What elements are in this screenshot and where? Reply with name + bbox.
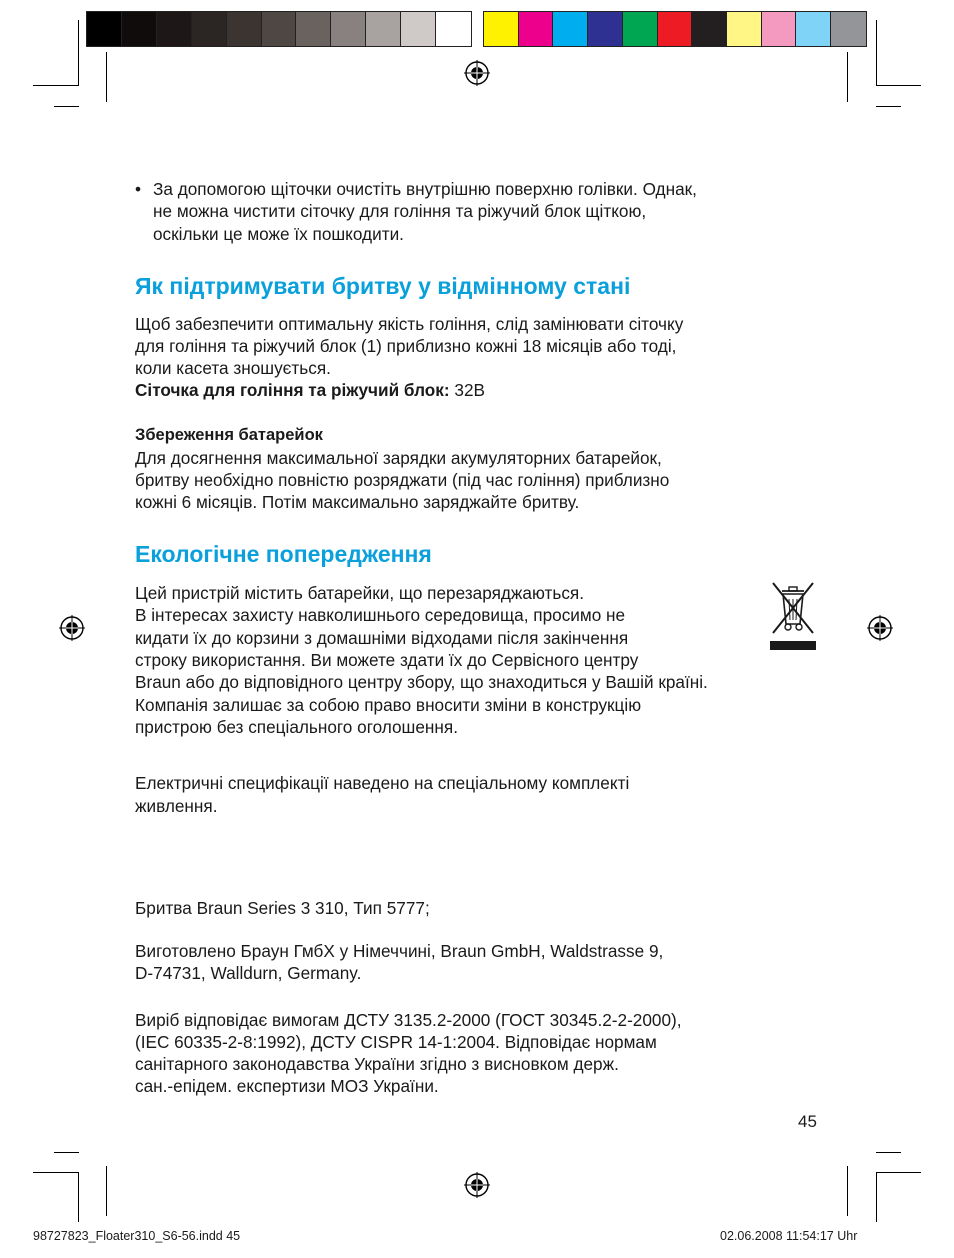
intro-line: За допомогою щіточки очистіть внутрішню поверхню голівки. Однак,	[153, 179, 697, 199]
color-swatch	[623, 12, 658, 46]
color-swatch	[553, 12, 588, 46]
crop-mark	[876, 1172, 877, 1222]
color-swatch	[436, 12, 471, 46]
crop-mark	[33, 85, 78, 86]
crop-mark	[876, 106, 901, 107]
crop-mark	[847, 52, 848, 102]
paragraph-line: строку використання. Ви можете здати їх до Сервісного центру	[135, 650, 639, 670]
crop-mark	[876, 1152, 901, 1153]
color-swatch	[227, 12, 262, 46]
color-swatch	[727, 12, 762, 46]
color-swatch	[87, 12, 122, 46]
crop-mark	[847, 1166, 848, 1216]
color-swatch	[519, 12, 554, 46]
crop-mark	[106, 52, 107, 102]
section-heading: Як підтримувати бритву у відмінному стані	[135, 273, 631, 299]
part-value: 32B	[449, 380, 485, 400]
subheading: Збереження батарейок	[135, 426, 323, 444]
grayscale-color-bar	[86, 11, 472, 47]
color-swatch	[484, 12, 519, 46]
crop-mark	[876, 20, 877, 86]
crop-mark	[106, 1166, 107, 1216]
color-swatch	[658, 12, 693, 46]
process-color-bar	[483, 11, 867, 47]
color-swatch	[401, 12, 436, 46]
color-swatch	[331, 12, 366, 46]
bullet: •	[135, 179, 142, 199]
crop-mark	[54, 106, 79, 107]
registration-mark-icon	[867, 615, 893, 641]
paragraph-line: (IEC 60335-2-8:1992), ДСТУ CISPR 14-1:2004. Відповідає нормам	[135, 1032, 657, 1052]
part-label: Сіточка для гоління та ріжучий блок:	[135, 380, 450, 400]
color-swatch	[296, 12, 331, 46]
color-swatch	[831, 12, 866, 46]
intro-line: оскільки це може їх пошкодити.	[153, 224, 404, 244]
color-swatch	[796, 12, 831, 46]
color-swatch	[122, 12, 157, 46]
paragraph-line: Виріб відповідає вимогам ДСТУ 3135.2-2000 (ГОСТ 30345.2-2-2000),	[135, 1010, 682, 1030]
paragraph-line: пристрою без спеціального оголошення.	[135, 717, 458, 737]
paragraph-line: Виготовлено Браун ГмбХ у Німеччині, Braun GmbH, Waldstrasse 9,	[135, 941, 664, 961]
crop-mark	[33, 1172, 78, 1173]
registration-mark-icon	[59, 615, 85, 641]
paragraph-line: бритву необхідно повністю розряджати (під час гоління) приблизно	[135, 470, 670, 490]
section-heading: Екологічне попередження	[135, 541, 432, 567]
paragraph-line: санітарного законодавства України згідно з висновком держ.	[135, 1054, 619, 1074]
registration-mark-icon	[464, 60, 490, 86]
paragraph-line: коли касета зношується.	[135, 358, 331, 378]
paragraph-line: D-74731, Walldurn, Germany.	[135, 963, 362, 983]
color-swatch	[692, 12, 727, 46]
intro-line: не можна чистити сіточку для гоління та ріжучий блок щіткою,	[153, 201, 647, 221]
color-swatch	[588, 12, 623, 46]
registration-mark-icon	[464, 1172, 490, 1198]
crop-mark	[54, 1152, 79, 1153]
crop-mark	[876, 85, 921, 86]
crop-mark	[78, 1172, 79, 1222]
footer-timestamp: 02.06.2008 11:54:17 Uhr	[720, 1229, 858, 1243]
page-number: 45	[798, 1112, 817, 1131]
paragraph-line: Цей пристрій містить батарейки, що перезаряджаються.	[135, 583, 584, 603]
paragraph-line: Компанія залишає за собою право вносити зміни в конструкцію	[135, 695, 642, 715]
paragraph-line: сан.-епідем. експертизи МОЗ України.	[135, 1076, 439, 1096]
color-swatch	[157, 12, 192, 46]
model-line: Бритва Braun Series 3 310, Тип 5777;	[135, 898, 430, 918]
crop-mark	[78, 20, 79, 86]
part-line	[135, 379, 485, 402]
color-swatch	[366, 12, 401, 46]
color-swatch	[262, 12, 297, 46]
footer-file-name: 98727823_Floater310_S6-56.indd 45	[33, 1229, 241, 1243]
paragraph-line: живлення.	[135, 796, 218, 816]
paragraph-line: Braun або до відповідного центру збору, що знаходиться у Вашій країні.	[135, 672, 708, 692]
paragraph-line: кидати їх до корзини з домашніми відходами після закінчення	[135, 628, 629, 648]
paragraph-line: Для досягнення максимальної зарядки акумуляторних батарейок,	[135, 448, 662, 468]
crossed-out-wheelie-bin-icon	[769, 581, 817, 651]
color-swatch	[192, 12, 227, 46]
paragraph-line: Електричні специфікації наведено на спеціальному комплекті	[135, 773, 630, 793]
paragraph-line: для гоління та ріжучий блок (1) приблизно кожні 18 місяців або тоді,	[135, 336, 677, 356]
paragraph-line: кожні 6 місяців. Потім максимально заряджайте бритву.	[135, 492, 580, 512]
paragraph-line: Щоб забезпечити оптимальну якість гоління, слід замінювати сіточку	[135, 314, 684, 334]
crop-mark	[876, 1172, 921, 1173]
color-swatch	[762, 12, 797, 46]
paragraph-line: В інтересах захисту навколишнього середовища, просимо не	[135, 605, 626, 625]
